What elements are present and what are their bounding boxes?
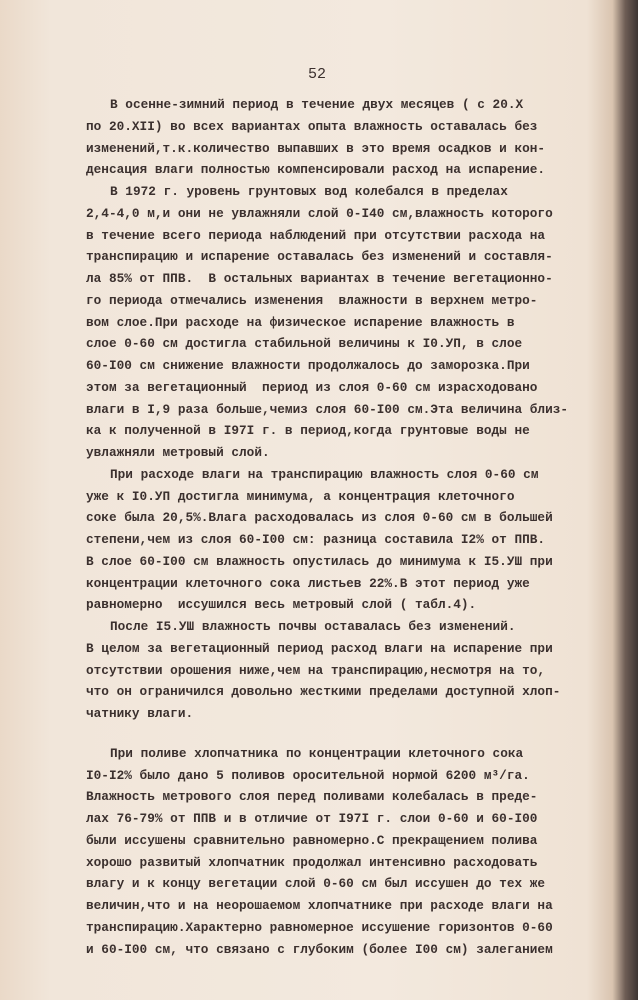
page-number: 52 — [308, 66, 327, 83]
text-line: в течение всего периода наблюдений при отсутствии расхода на — [86, 227, 546, 243]
text-line: влагу и к концу вегетации слой 0-60 см был иссушен до тех же — [86, 876, 546, 892]
text-line: При расходе влаги на транспирацию влажность слоя 0-60 см — [110, 466, 539, 482]
text-line: и 60-I00 см, что связано с глубоким (более I00 см) залеганием — [86, 941, 553, 957]
text-line: лах 76-79% от ППВ и в отличие от I97I г. слои 0-60 и 60-I00 — [86, 811, 538, 826]
text-line: изменений,т.к.количество выпавших в это время осадков и кон- — [86, 140, 546, 156]
text-line: 60-I00 см снижение влажности продолжалось до заморозка.При — [86, 358, 530, 373]
text-line: слое 0-60 см достигла стабильной величины к I0.УП, в слое — [86, 336, 523, 352]
text-line: отсутствии орошения ниже,чем на транспирацию,несмотря на то, — [86, 662, 546, 678]
text-line: денсация влаги полностью компенсировали расход на испарение. — [86, 162, 546, 178]
text-line: При поливе хлопчатника по концентрации клеточного сока — [110, 745, 524, 761]
text-line: В целом за вегетационный период расход влаги на испарение при — [86, 640, 553, 656]
text-line: хорошо развитый хлопчатник продолжал интенсивно расходовать — [86, 854, 538, 870]
text-line: влаги в I,9 раза больше,чемиз слоя 60-I00 см.Эта величина близ- — [86, 401, 569, 417]
text-line: В осенне-зимний период в течение двух месяцев ( с 20.Х — [110, 97, 524, 112]
body-text — [86, 94, 626, 960]
text-line: После I5.УШ влажность почвы оставалась без изменений. — [110, 619, 516, 634]
text-line: В слое 60-I00 см влажность опустилась до минимума к I5.УШ при — [86, 553, 553, 569]
text-line: концентрации клеточного сока листьев 22%.В этот период уже — [86, 575, 530, 591]
paragraph — [86, 743, 626, 961]
text-line: го периода отмечались изменения влажности в верхнем метро- — [86, 292, 538, 308]
text-line: 2,4-4,0 м,и они не увлажняли слой 0-I40 см,влажность которого — [86, 205, 553, 221]
text-line: что он ограничился довольно жесткими пределами доступной хлоп- — [86, 684, 561, 700]
text-line: транспирацию.Характерно равномерное иссушение горизонтов 0-60 — [86, 919, 553, 935]
text-line: I0-I2% было дано 5 поливов оросительной нормой 6200 м³/га. — [86, 767, 530, 783]
text-line: чатнику влаги. — [86, 706, 194, 721]
paragraph — [86, 616, 626, 725]
text-line: равномерно иссушился весь метровый слой ( табл.4). — [86, 597, 477, 613]
text-line: величин,что и на неорошаемом хлопчатнике при расходе влаги на — [86, 898, 553, 913]
text-line: Влажность метрового слоя перед поливами колебалась в преде- — [86, 789, 538, 805]
text-line: транспирацию и испарение оставалась без изменений и составля- — [86, 249, 553, 265]
text-line: уже к I0.УП достигла минимума, а концентрация клеточного — [86, 488, 515, 504]
text-line: ла 85% от ППВ. В остальных вариантах в течение вегетационно- — [86, 271, 553, 286]
text-line: вом слое.При расходе на физическое испарение влажность в — [86, 314, 515, 330]
paragraph — [86, 464, 626, 616]
paragraph — [86, 94, 626, 181]
text-line: по 20.XII) во всех вариантах опыта влажность оставалась без — [86, 118, 538, 134]
text-line: ка к полученной в I97I г. в период,когда грунтовые воды не — [86, 423, 530, 439]
text-line: увлажняли метровый слой. — [86, 445, 270, 460]
paragraph — [86, 181, 626, 464]
text-line: были иссушены сравнительно равномерно.С прекращением полива — [86, 832, 538, 848]
text-line: степени,чем из слоя 60-I00 см: разница составила I2% от ППВ. — [86, 532, 546, 547]
text-line: В 1972 г. уровень грунтовых вод колебался в пределах — [110, 184, 508, 199]
text-line: этом за вегетационный период из слоя 0-60 см израсходовано — [86, 379, 538, 395]
text-line: соке была 20,5%.Влага расходовалась из слоя 0-60 см в большей — [86, 510, 553, 526]
